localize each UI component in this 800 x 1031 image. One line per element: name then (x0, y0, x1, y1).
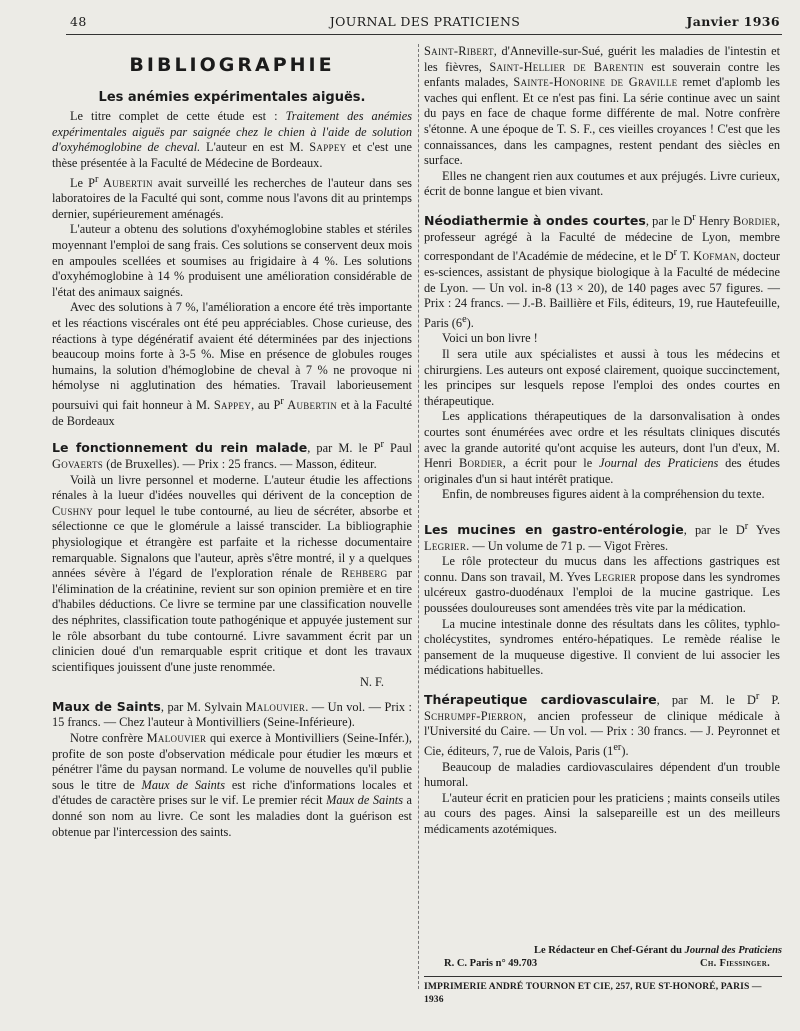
paragraph-continued: Saint-Ribert, d'Anneville-sur-Sué, guérit les maladies de l'intestin et les fièvres, Saint-Hellier de Barentin est souverain contre les enfants malades, Sainte-Honorine de Graville remet d'aplomb les vaches qui enflent. Et ce n'est pas fini. La série continue avec un saint du pays en face de chaque forme différente de mal. Notre confrère s'étonne. A une époque de T. S. F., ces vieilles croyances ! C'est que les connaissances, dans les campagnes, restent pendant des siècles en surface. (424, 44, 780, 168)
book-reference: Le fonctionnement du rein malade, par M. le $P^r$ Paul Govaerts (de Bruxelles). — Prix : 25 francs. — Masson, éditeur. (52, 439, 412, 471)
book-reference: Néodiathermie à ondes courtes, par le $D^r$ Henry Bordier, professeur agrégé à la Faculté de médecine de Lyon, membre correspondant de l'Académie de médecine, et le $D^r$ T. Kofman, docteur es-sciences, assistant de physique biologique à la Faculté de médecine de Lyon. — Un vol. in-8 (13 × 20), de 140 pages avec 57 figures. — Prix : 24 francs. — J.-B. Baillière et Fils, éditeurs, 19, rue Hautefeuille, Paris (6e). (424, 211, 780, 330)
review-signature: N. F. (359, 675, 384, 690)
page-footer (424, 944, 782, 1006)
right-column (424, 44, 780, 838)
section-banner: BIBLIOGRAPHIE (129, 54, 335, 76)
issue-date: Janvier 1936 (686, 14, 780, 29)
journal-title: JOURNAL DES PRATICIENS (329, 14, 521, 29)
paragraph: Les applications thérapeutiques de la darsonvalisation à ondes courtes sont énumérées avec ordre et les résultats cliniques discutés avec la grande autorité qu'ont acquise les auteurs, dont l'un d'eux, M. Henri Bordier, a écrit pour le Journal des Praticiens des études originales d'un si haut intérêt pratique. (424, 409, 780, 486)
paragraph: Le rôle protecteur du mucus dans les affections gastriques est connu. Dans son travail, M. Yves Legrier propose dans les syndromes ulcéreux gastro-duodénaux l'emploi de la mucine gastrique. Les poussées douloureuses sont amendées très vite par la médication. (424, 554, 780, 616)
column-divider (418, 44, 419, 989)
running-head (70, 14, 780, 34)
header-rule (66, 34, 782, 35)
registration-number: R. C. Paris n° 49.703 (444, 958, 538, 969)
book-title: Thérapeutique cardiovasculaire (424, 692, 657, 708)
editor-name: Ch. Fiessinger. (700, 958, 770, 969)
paragraph: Beaucoup de maladies cardiovasculaires dépendent d'un trouble humoral. (424, 759, 780, 790)
paragraph: Notre confrère Malouvier qui exerce à Montivilliers (Seine-Infér.), profite de son poste d'observation médicale pour étudier les mœurs et pénétrer l'âme du paysan normand. Le volume de nouvelles qu'il publie sous le titre de Maux de Saints est riche d'informations locales et d'études de caractère prises sur le vif. Le premier récit Maux de Saints a donné son nom au livre. Ce sont les maladies dont la guérison est obtenue par l'intercession des saints. (52, 731, 413, 839)
book-reference: Thérapeutique cardiovasculaire, par M. le $D^r$ P. Schrumpf-Pierron, ancien professeur de clinique médicale à l'Université du Caire. — Un vol. — Prix : 30 francs. — J. Peyronnet et Cie, éditeurs, 7, rue de Valois, Paris (1er). (424, 691, 781, 758)
paragraph: Elles ne changent rien aux coutumes et aux préjugés. Livre curieux, écrit de bonne langue et bien vivant. (424, 168, 780, 199)
paragraph: Voici un bon livre ! (442, 331, 538, 346)
book-title: Les mucines en gastro-entérologie (424, 522, 684, 538)
registration-line (424, 957, 782, 970)
page-number: 48 (70, 14, 87, 29)
book-title: Le fonctionnement du rein malade (52, 440, 308, 456)
paragraph: Avec des solutions à 7 %, l'amélioration a encore été très importante et les réactions viscérales ont été peu appréciables. Chose curieuse, des réactions à type dégénératif avaient été déterminées par des injections beaucoup moins forte à 3-5 %. Mise en présence de globules rouges humains, la solution d'hémoglobine de cheval à 7 % ne provoque ni hémolyse ni agglutination des hématies. Travail laborieusement poursuivi qui fait honneur à M. Sappey, au $P^r$ Aubertin et à la Faculté de Bordeaux (52, 300, 412, 428)
paragraph: L'auteur a obtenu des solutions d'oxyhémoglobine stables et stériles moyennant l'emploi de sang frais. Ces solutions se conservent deux mois en ampoules scellées et soumises au frigidaire à 4 %. Les solutions d'oxyhémoglobine à 14 % produisent une amélioration considérable de l'état des animaux saignés. (52, 222, 412, 299)
book-reference: Les mucines en gastro-entérologie, par le $D^r$ Yves Legrier. — Un volume de 71 p. — Vigot Frères. (424, 520, 780, 553)
paragraph: Il sera utile aux spécialistes et aussi à tous les médecins et chirurgiens. Les auteurs ont exposé clairement, quoique succinctement, les principes sur lesquels repose l'emploi des ondes courtes en thérapeutique. (424, 347, 780, 408)
paragraph: Voilà un livre personnel et moderne. L'auteur étudie les affections rénales à la lueur d'idées nouvelles qui dérivent de la conception de Cushny pour lequel le tube contourné, au lieu de sécréter, absorbe et sélectionne ce que le glomérule a laissé transcider. La bibliographie physiologique et étrangère est parfaite et la richesse documentaire remarquable. Signalons que l'auteur, après s'être montré, il y a quelques années sévère à l'égard de l'exploration rénale de Rehberg par l'élimination de la créatinine, revient sur son opinion première et en tire d'habiles déductions. Ce livre se termine par une classification nouvelle des néphrites, classification toute pathogénique et appuyée justement sur le rôle absorbant du tube contourné. Livre savamment écrit par un clinicien doué d'un remarquable esprit critique et dont les travaux scientifiques jouissent d'une juste renommée. (52, 472, 412, 674)
book-title: Néodiathermie à ondes courtes (424, 213, 646, 229)
paragraph: Le titre complet de cette étude est : Traitement des anémies expérimentales aiguës par saignée chez le chien à l'aide de solution d'oxyhémoglobine de cheval. L'auteur en est M. Sappey et c'est une thèse présentée à la Faculté de Médecine de Bordeaux. (52, 109, 412, 170)
article-subtitle: Les anémies expérimentales aiguës. (98, 89, 366, 105)
paragraph: Le $P^r$ Aubertin avait surveillé les recherches de l'auteur dans ses laboratoires de la Faculté qui sont, comme nous l'avons dit au printemps dernier, supérieurement aménagés. (52, 173, 412, 221)
editor-line: Le Rédacteur en Chef-Gérant du Journal des Praticiens (533, 945, 782, 956)
left-column (52, 44, 412, 840)
footer-rule (424, 976, 782, 977)
printer-line: IMPRIMERIE ANDRÉ TOURNON ET CIE, 257, RUE ST-HONORÉ, PARIS — 1936 (424, 981, 762, 1005)
paragraph: Enfin, de nombreuses figures aident à la compréhension du texte. (442, 487, 765, 502)
paragraph: L'auteur écrit en praticien pour les praticiens ; maints conseils utiles au cours des pages. Ainsi la salsepareille est un des meilleurs médicaments azotémiques. (424, 790, 780, 836)
book-reference: Maux de Saints, par M. Sylvain Malouvier. — Un vol. — Prix : 15 francs. — Chez l'auteur à Montivilliers (Seine-Inférieure). (52, 698, 412, 730)
paragraph: La mucine intestinale donne des résultats dans les côlites, typhlo-cholécystites, syndromes entéro-hépatiques. Le remède réalise le pansement de la muqueuse digestive. Il convient de lui associer les médications habituelles. (424, 616, 780, 678)
book-title: Maux de Saints (52, 698, 161, 714)
